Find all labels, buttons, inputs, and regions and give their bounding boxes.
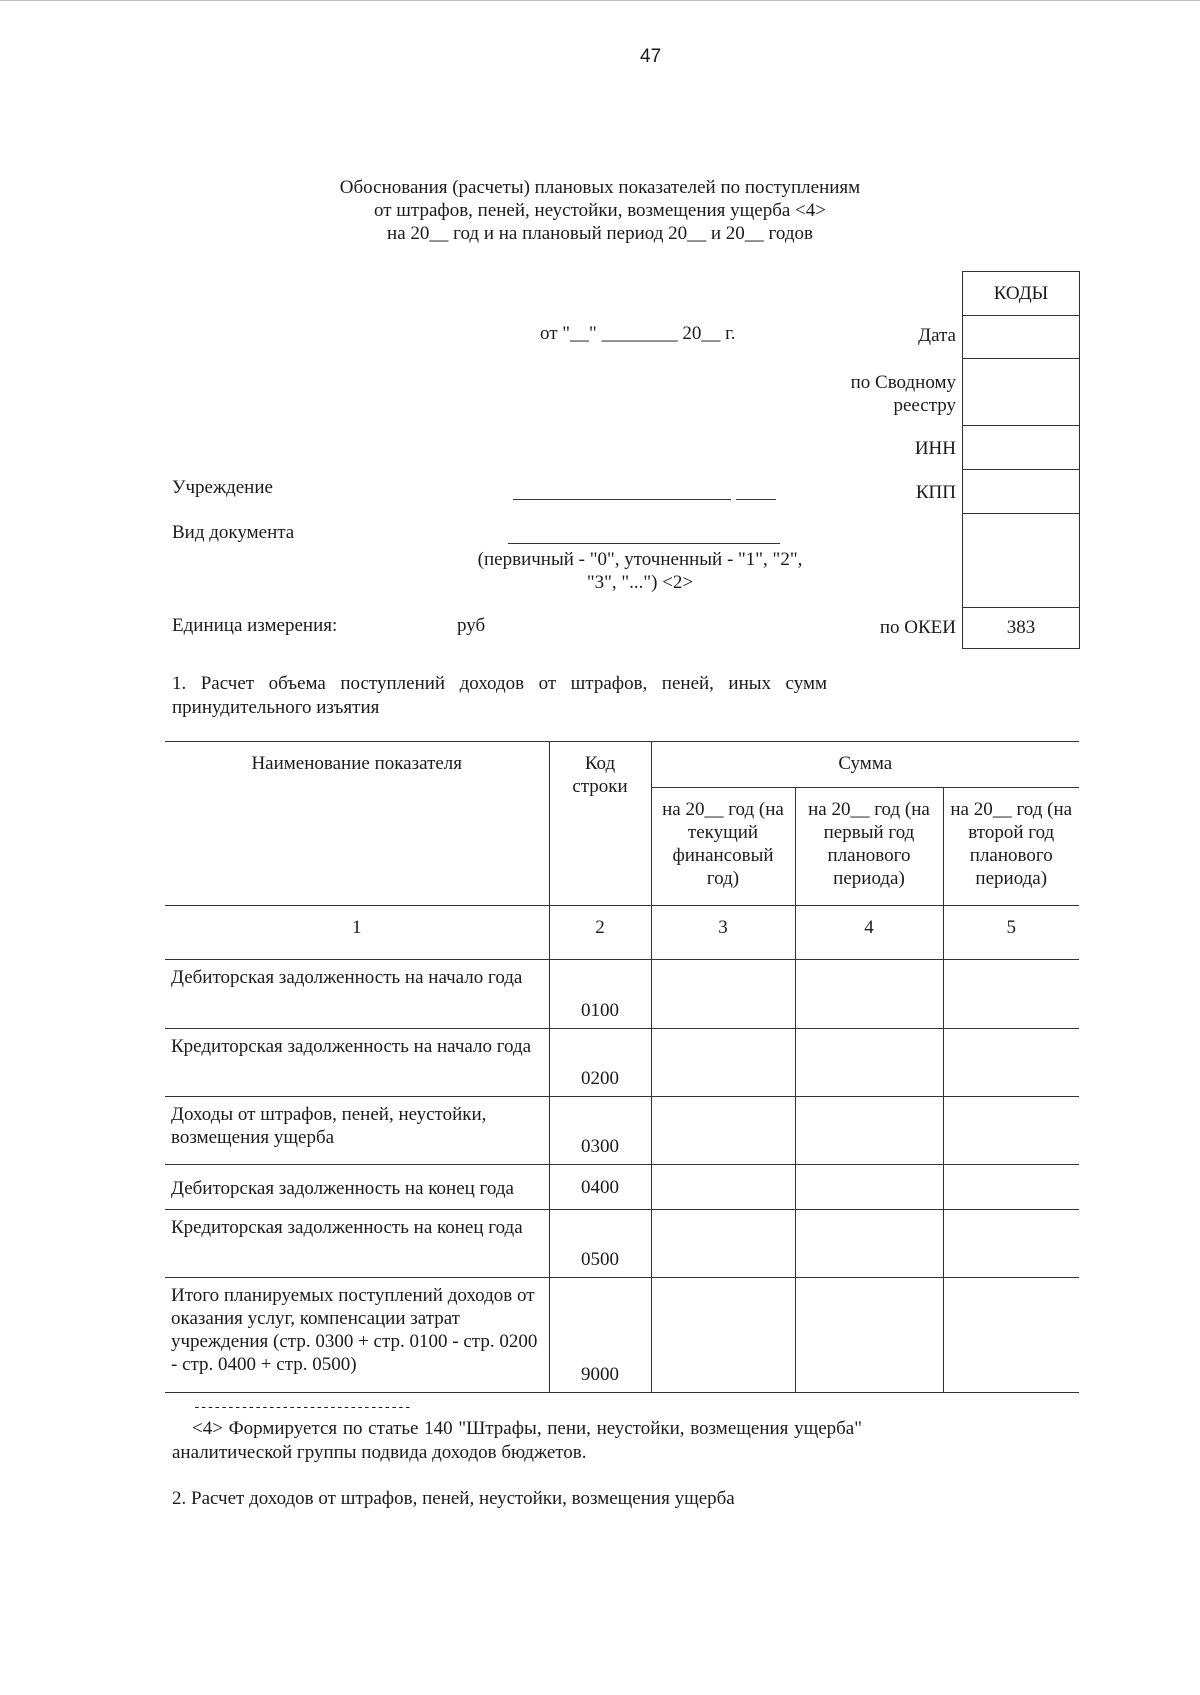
codes-box xyxy=(962,271,1080,649)
row-value-cell[interactable] xyxy=(651,1210,795,1278)
code-cell-doc-type[interactable] xyxy=(963,514,1080,608)
table-row xyxy=(165,1097,1079,1165)
row-code: 0100 xyxy=(549,960,651,1029)
income-calculation-table xyxy=(165,741,1079,1393)
header-indicator-name: Наименование показателя xyxy=(165,742,549,906)
code-cell-date[interactable] xyxy=(963,316,1080,359)
row-name: Доходы от штрафов, пеней, неустойки, возмещения ущерба xyxy=(165,1097,549,1165)
document-title xyxy=(300,176,900,245)
row-value-cell[interactable] xyxy=(795,1210,943,1278)
title-line-1: Обоснования (расчеты) плановых показателей по поступлениям xyxy=(339,177,861,198)
footnote-4: <4> Формируется по статье 140 "Штрафы, пени, неустойки, возмещения ущерба" аналитической группы подвида доходов бюджетов. xyxy=(172,1418,862,1463)
row-code: 0300 xyxy=(549,1097,651,1165)
row-value-cell[interactable] xyxy=(943,1278,1079,1393)
institution-underline-2 xyxy=(736,499,776,500)
label-institution: Учреждение xyxy=(172,477,273,498)
code-cell-kpp[interactable] xyxy=(963,470,1080,514)
footnote-separator: -------------------------------- xyxy=(193,1400,411,1415)
page-top-border xyxy=(0,0,1200,1)
document-date-line: от "__" ________ 20__ г. xyxy=(540,323,736,344)
label-doc-type: Вид документа xyxy=(172,522,295,543)
row-value-cell[interactable] xyxy=(651,1278,795,1393)
table-row xyxy=(165,960,1079,1029)
label-kpp: КПП xyxy=(915,482,956,503)
title-line-2: от штрафов, пеней, неустойки, возмещения ущерба <4> xyxy=(373,200,826,221)
row-value-cell[interactable] xyxy=(795,1278,943,1393)
label-registry xyxy=(851,371,956,417)
row-value-cell[interactable] xyxy=(651,1029,795,1097)
table-row xyxy=(165,1278,1079,1393)
code-cell-okei: 383 xyxy=(963,608,1080,649)
column-number: 5 xyxy=(943,906,1079,960)
row-name: Дебиторская задолженность на конец года xyxy=(165,1165,549,1210)
row-value-cell[interactable] xyxy=(651,1097,795,1165)
section-2-title: 2. Расчет доходов от штрафов, пеней, неустойки, возмещения ущерба xyxy=(172,1488,735,1509)
column-number: 3 xyxy=(651,906,795,960)
table-row xyxy=(165,1029,1079,1097)
row-value-cell[interactable] xyxy=(943,1210,1079,1278)
page-number: 47 xyxy=(640,46,662,67)
column-number: 1 xyxy=(165,906,549,960)
header-col-second-plan-year: на 20__ год (на второй год планового периода) xyxy=(943,788,1079,906)
row-value-cell[interactable] xyxy=(943,1165,1079,1210)
row-value-cell[interactable] xyxy=(795,960,943,1029)
code-cell-registry[interactable] xyxy=(963,359,1080,426)
label-okei: по ОКЕИ xyxy=(879,617,956,638)
label-registry-line-2: реестру xyxy=(893,395,956,416)
column-numbers-row xyxy=(165,906,1079,960)
row-code: 9000 xyxy=(549,1278,651,1393)
doc-type-underline xyxy=(508,543,780,544)
row-code: 0200 xyxy=(549,1029,651,1097)
row-value-cell[interactable] xyxy=(795,1165,943,1210)
table-row xyxy=(165,1165,1079,1210)
doc-type-hint xyxy=(450,548,830,594)
institution-underline-1 xyxy=(513,499,731,500)
doc-type-hint-line-1: (первичный - "0", уточненный - "1", "2", xyxy=(477,549,803,570)
header-col-first-plan-year: на 20__ год (на первый год планового периода) xyxy=(795,788,943,906)
row-name: Кредиторская задолженность на начало года xyxy=(165,1029,549,1097)
column-number: 2 xyxy=(549,906,651,960)
title-line-3: на 20__ год и на плановый период 20__ и 20__ годов xyxy=(387,223,813,244)
row-code: 0500 xyxy=(549,1210,651,1278)
header-sum: Сумма xyxy=(651,742,1079,788)
row-name: Кредиторская задолженность на конец года xyxy=(165,1210,549,1278)
table-row xyxy=(165,1210,1079,1278)
header-col-current-year: на 20__ год (на текущий финансовый год) xyxy=(651,788,795,906)
label-unit: Единица измерения: xyxy=(172,615,338,636)
row-name: Дебиторская задолженность на начало года xyxy=(165,960,549,1029)
label-inn: ИНН xyxy=(914,438,956,459)
row-value-cell[interactable] xyxy=(651,960,795,1029)
section-1-title-line-1: 1. Расчет объема поступлений доходов от штрафов, пеней, иных сумм xyxy=(172,673,827,694)
doc-type-hint-line-2: "3", "...") <2> xyxy=(586,572,694,593)
row-value-cell[interactable] xyxy=(943,1029,1079,1097)
row-name: Итого планируемых поступлений доходов от оказания услуг, компенсации затрат учреждения (стр. 0300 + стр. 0100 - стр. 0200 - стр. 0400 + стр. 0500) xyxy=(165,1278,549,1393)
section-1-title xyxy=(172,672,827,720)
code-cell-inn[interactable] xyxy=(963,426,1080,470)
header-row-code: Код строки xyxy=(549,742,651,906)
column-number: 4 xyxy=(795,906,943,960)
row-code: 0400 xyxy=(549,1165,651,1210)
row-value-cell[interactable] xyxy=(943,960,1079,1029)
row-value-cell[interactable] xyxy=(943,1097,1079,1165)
unit-value: руб xyxy=(457,615,486,636)
codes-header: КОДЫ xyxy=(963,272,1080,316)
row-value-cell[interactable] xyxy=(795,1097,943,1165)
label-registry-line-1: по Сводному xyxy=(850,372,956,393)
row-value-cell[interactable] xyxy=(795,1029,943,1097)
label-date: Дата xyxy=(918,325,956,346)
section-1-title-line-2: принудительного изъятия xyxy=(172,697,380,718)
row-value-cell[interactable] xyxy=(651,1165,795,1210)
